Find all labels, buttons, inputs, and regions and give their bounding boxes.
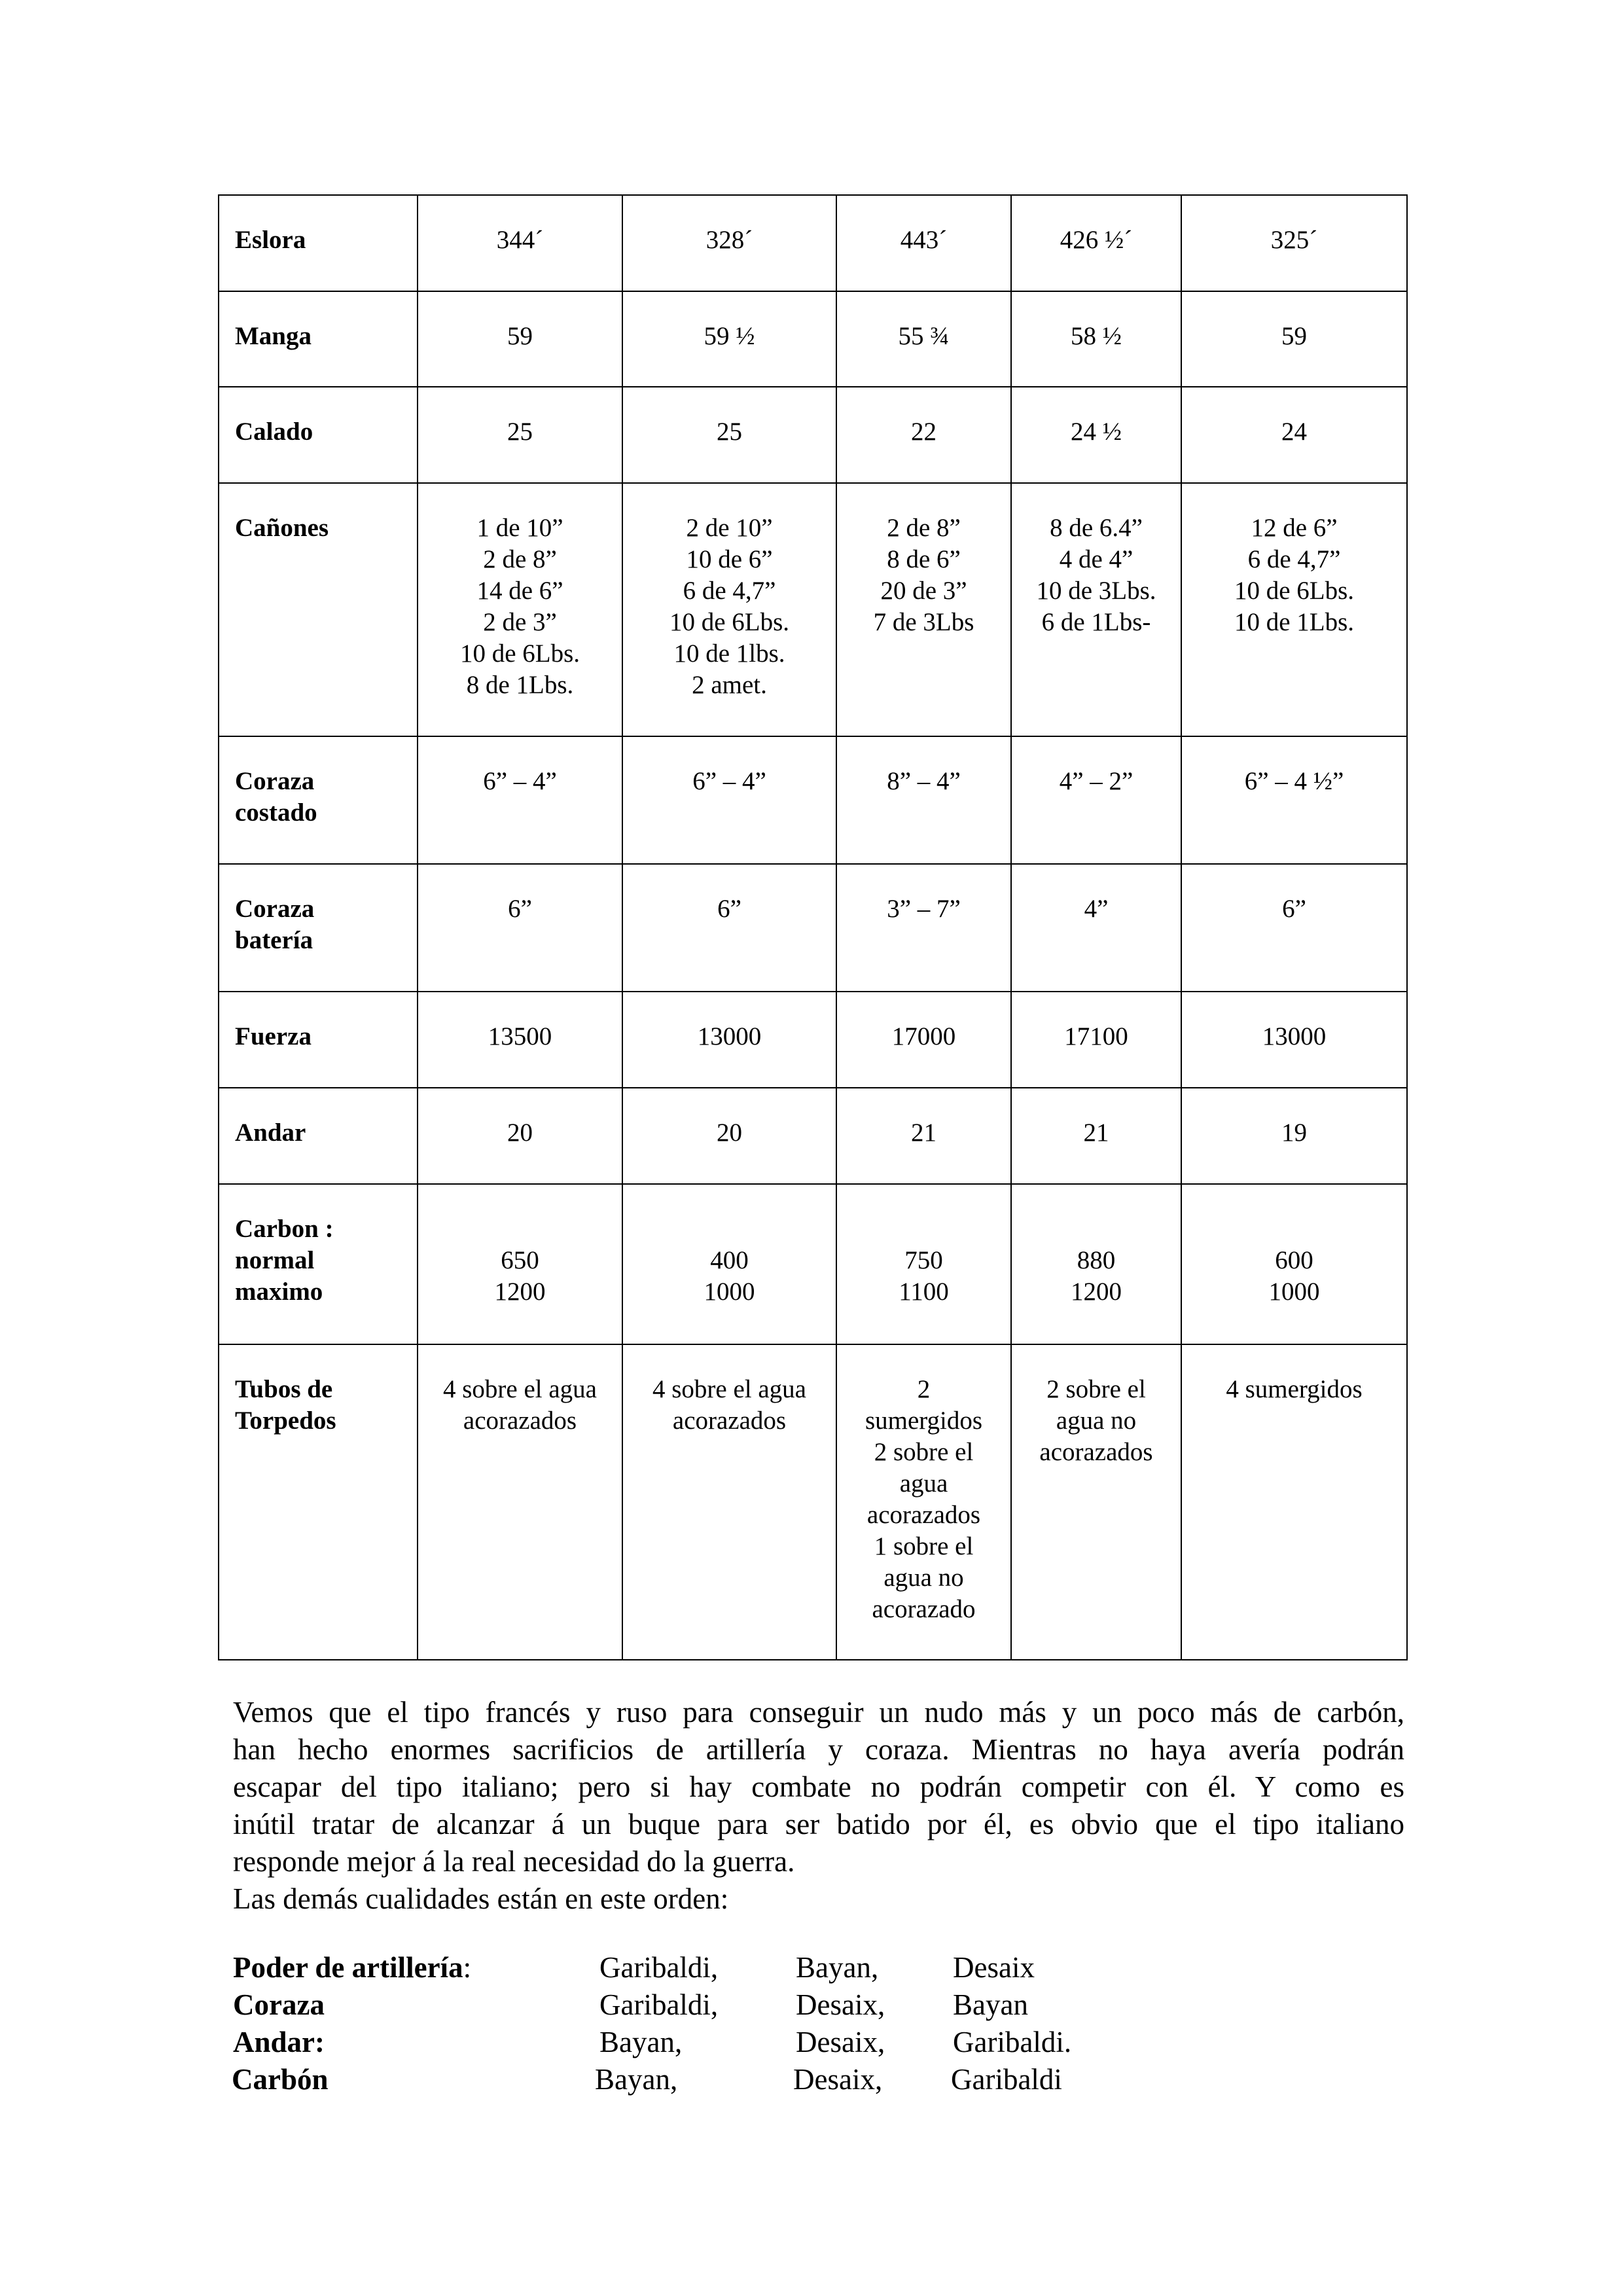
- cell-line: 4 sobre el agua: [652, 1375, 806, 1403]
- row-label: [219, 864, 418, 992]
- row-label: [219, 1344, 418, 1660]
- order-row: [233, 1949, 1411, 1986]
- table-cell: [622, 387, 836, 483]
- cell-line: 2: [917, 1375, 931, 1403]
- table-cell: [622, 736, 836, 864]
- cell-line: 59: [507, 322, 533, 350]
- order-value: Desaix,: [793, 2063, 883, 2096]
- table-cell: [836, 1088, 1011, 1184]
- table-cell: [1011, 736, 1181, 864]
- row-label-line: Calado: [235, 418, 313, 446]
- row-label-line: Carbon :: [235, 1215, 334, 1243]
- cell-line: 4 sobre el agua: [443, 1375, 597, 1403]
- cell-line: 10 de 6”: [686, 545, 773, 573]
- cell-line: 24 ½: [1071, 418, 1122, 446]
- cell-line: agua: [899, 1469, 948, 1498]
- cell-line: 2 sobre el: [874, 1438, 974, 1466]
- cell-line: 10 de 6Lbs.: [459, 639, 580, 668]
- order-label: Poder de artillería: [233, 1951, 463, 1984]
- order-row: [233, 1986, 1411, 2024]
- paragraph-line: responde mejor á la real necesidad do la guerra.: [233, 1845, 795, 1878]
- cell-line: 1 sobre el: [874, 1532, 974, 1560]
- row-label-line: Eslora: [235, 226, 306, 254]
- table-cell: [418, 992, 622, 1088]
- cell-line: 13000: [697, 1022, 762, 1050]
- cell-line: 650: [501, 1246, 539, 1274]
- row-label-line: Coraza: [235, 767, 315, 795]
- table-cell: [622, 483, 836, 736]
- table-cell: [622, 291, 836, 387]
- cell-line: 25: [717, 418, 742, 446]
- table-cell: [418, 387, 622, 483]
- cell-line: 21: [1083, 1119, 1109, 1147]
- table-row: [219, 387, 1407, 483]
- cell-line: 22: [911, 418, 936, 446]
- cell-line: 328´: [705, 226, 753, 254]
- table-cell: [1181, 387, 1407, 483]
- table-cell: [1181, 1184, 1407, 1344]
- order-label: Carbón: [232, 2063, 329, 2096]
- table-row: [219, 992, 1407, 1088]
- table-row: [219, 291, 1407, 387]
- cell-line: 20: [717, 1119, 742, 1147]
- cell-line: 13500: [488, 1022, 552, 1050]
- table-cell: [836, 195, 1011, 291]
- order-colon: :: [463, 1951, 472, 1984]
- order-value: Garibaldi,: [599, 1988, 719, 2021]
- order-label: Coraza: [233, 1988, 325, 2021]
- table-cell: [622, 1088, 836, 1184]
- row-label-line: Torpedos: [235, 1407, 336, 1435]
- cell-line: 10 de 1lbs.: [673, 639, 785, 668]
- order-value: Desaix,: [796, 2026, 885, 2058]
- cell-line: agua no: [1056, 1407, 1137, 1435]
- cell-line: 2 de 3”: [483, 608, 557, 636]
- order-value: Desaix: [953, 1951, 1035, 1984]
- table-cell: [836, 864, 1011, 992]
- cell-line: 10 de 1Lbs.: [1234, 608, 1355, 636]
- row-label: [219, 483, 418, 736]
- table-cell: [1011, 1184, 1181, 1344]
- table-cell: [418, 291, 622, 387]
- order-value: Desaix,: [796, 1988, 885, 2021]
- cell-line: 13000: [1262, 1022, 1327, 1050]
- cell-line: 8 de 1Lbs.: [466, 671, 574, 699]
- table-cell: [1181, 1088, 1407, 1184]
- cell-line: sumergidos: [865, 1407, 983, 1435]
- table-cell: [1011, 992, 1181, 1088]
- table-cell: [418, 1184, 622, 1344]
- table-cell: [622, 1184, 836, 1344]
- cell-line: 6”: [717, 895, 741, 923]
- cell-line: 2 de 8”: [887, 514, 961, 542]
- cell-line: 6” – 4”: [483, 767, 557, 795]
- table-cell: [836, 1184, 1011, 1344]
- cell-line: acorazado: [872, 1595, 976, 1623]
- qualities-order-list: [233, 1949, 1411, 2098]
- order-value: Garibaldi.: [953, 2026, 1072, 2058]
- cell-line: 25: [507, 418, 533, 446]
- cell-line: 17000: [891, 1022, 956, 1050]
- cell-line: 20: [507, 1119, 533, 1147]
- row-label: [219, 1088, 418, 1184]
- table-cell: [1011, 195, 1181, 291]
- table-cell: [1181, 992, 1407, 1088]
- table-cell: [1181, 1344, 1407, 1660]
- order-row: [233, 2024, 1411, 2061]
- cell-line: 4 sumergidos: [1226, 1375, 1363, 1403]
- cell-line: 750: [904, 1246, 943, 1274]
- cell-line: 6”: [508, 895, 532, 923]
- row-label-line: costado: [235, 798, 317, 827]
- cell-line: 12 de 6”: [1251, 514, 1338, 542]
- cell-line: 4” – 2”: [1059, 767, 1133, 795]
- cell-line: 24: [1281, 418, 1307, 446]
- table-cell: [418, 483, 622, 736]
- cell-line: 6” – 4”: [692, 767, 766, 795]
- cell-line: 59: [1281, 322, 1307, 350]
- cell-line: 325´: [1270, 226, 1318, 254]
- table-cell: [418, 1088, 622, 1184]
- table-row: [219, 483, 1407, 736]
- cell-line: 2 de 10”: [686, 514, 773, 542]
- cell-line: 10 de 6Lbs.: [669, 608, 790, 636]
- paragraph-line: Las demás cualidades están en este orden:: [233, 1882, 729, 1915]
- cell-line: 1200: [494, 1278, 546, 1306]
- cell-line: 4 de 4”: [1059, 545, 1133, 573]
- order-value: Bayan,: [599, 2026, 683, 2058]
- cell-line: 400: [710, 1246, 749, 1274]
- table-cell: [1011, 291, 1181, 387]
- cell-line: 426 ½´: [1060, 226, 1133, 254]
- cell-line: 19: [1281, 1119, 1307, 1147]
- table-cell: [1011, 483, 1181, 736]
- cell-line: 21: [911, 1119, 936, 1147]
- cell-line: acorazados: [1039, 1438, 1153, 1466]
- cell-line: 10 de 6Lbs.: [1234, 577, 1355, 605]
- table-cell: [1181, 736, 1407, 864]
- cell-line: acorazados: [463, 1407, 577, 1435]
- table-cell: [418, 864, 622, 992]
- cell-line: 8” – 4”: [887, 767, 961, 795]
- table-cell: [622, 195, 836, 291]
- cell-line: 6”: [1282, 895, 1306, 923]
- row-label: [219, 291, 418, 387]
- table-cell: [622, 1344, 836, 1660]
- table-row: [219, 1344, 1407, 1660]
- cell-line: acorazados: [866, 1501, 981, 1529]
- table-cell: [418, 1344, 622, 1660]
- table-cell: [1011, 864, 1181, 992]
- cell-line: 2 amet.: [692, 671, 767, 699]
- cell-line: 1100: [899, 1278, 949, 1306]
- table-cell: [836, 291, 1011, 387]
- table-cell: [1011, 1088, 1181, 1184]
- table-cell: [1011, 1344, 1181, 1660]
- row-label-line: Andar: [235, 1119, 306, 1147]
- table-cell: [836, 387, 1011, 483]
- row-label-line: maximo: [235, 1278, 323, 1306]
- cell-line: 14 de 6”: [476, 577, 563, 605]
- table-cell: [836, 483, 1011, 736]
- row-label: [219, 1184, 418, 1344]
- table-cell: [622, 864, 836, 992]
- row-label: [219, 992, 418, 1088]
- table-cell: [1181, 195, 1407, 291]
- row-label-line: Fuerza: [235, 1022, 312, 1050]
- order-value: Bayan,: [796, 1951, 879, 1984]
- cell-line: 3” – 7”: [887, 895, 961, 923]
- cell-line: 443´: [900, 226, 948, 254]
- cell-line: 8 de 6”: [887, 545, 961, 573]
- order-value: Bayan,: [595, 2063, 678, 2096]
- cell-line: 4”: [1084, 895, 1109, 923]
- cell-line: acorazados: [672, 1407, 787, 1435]
- cell-line: 1200: [1071, 1278, 1122, 1306]
- cell-line: agua no: [883, 1564, 964, 1592]
- table-cell: [1181, 291, 1407, 387]
- ship-specs-table: [218, 194, 1408, 1660]
- cell-line: 6” – 4 ½”: [1244, 767, 1344, 795]
- row-label-line: batería: [235, 926, 313, 954]
- row-label: [219, 195, 418, 291]
- table-cell: [836, 1344, 1011, 1660]
- order-value: Garibaldi,: [599, 1951, 719, 1984]
- table-row: [219, 1088, 1407, 1184]
- cell-line: 1000: [704, 1278, 755, 1306]
- order-row: [233, 2061, 1411, 2098]
- cell-line: 344´: [496, 226, 544, 254]
- paragraph-line: inútil tratar de alcanzar á un buque para ser batido por él, es obvio que el tipo italiano: [233, 1808, 1404, 1840]
- table-row: [219, 1184, 1407, 1344]
- cell-line: 2 de 8”: [483, 545, 557, 573]
- cell-line: 6 de 4,7”: [1247, 545, 1341, 573]
- cell-line: 10 de 3Lbs.: [1036, 577, 1156, 605]
- cell-line: 600: [1275, 1246, 1313, 1274]
- table-cell: [836, 992, 1011, 1088]
- paragraph-line: han hecho enormes sacrificios de artillería y coraza. Mientras no haya avería podrán: [233, 1733, 1404, 1766]
- table-cell: [622, 992, 836, 1088]
- table-cell: [1181, 483, 1407, 736]
- cell-line: 7 de 3Lbs: [873, 608, 974, 636]
- table-cell: [836, 736, 1011, 864]
- paragraph-line: Vemos que el tipo francés y ruso para conseguir un nudo más y un poco más de carbón,: [233, 1696, 1404, 1729]
- table-cell: [1011, 387, 1181, 483]
- order-value: Bayan: [953, 1988, 1028, 2021]
- order-value: Garibaldi: [951, 2063, 1062, 2096]
- table-cell: [418, 736, 622, 864]
- row-label-line: Tubos de: [235, 1375, 333, 1403]
- cell-line: 58 ½: [1071, 322, 1122, 350]
- table-row: [219, 736, 1407, 864]
- order-label: Andar:: [233, 2026, 325, 2058]
- cell-line: 20 de 3”: [880, 577, 967, 605]
- cell-line: 2 sobre el: [1046, 1375, 1146, 1403]
- cell-line: 55 ¾: [898, 322, 950, 350]
- row-label-line: normal: [235, 1246, 315, 1274]
- row-label-line: Manga: [235, 322, 312, 350]
- row-label: [219, 387, 418, 483]
- table-row: [219, 195, 1407, 291]
- row-label-line: Cañones: [235, 514, 329, 542]
- table-cell: [1181, 864, 1407, 992]
- cell-line: 6 de 4,7”: [683, 577, 776, 605]
- cell-line: 1000: [1268, 1278, 1320, 1306]
- cell-line: 6 de 1Lbs-: [1041, 608, 1151, 636]
- cell-line: 8 de 6.4”: [1050, 514, 1143, 542]
- row-label: [219, 736, 418, 864]
- paragraph-line: escapar del tipo italiano; pero si hay combate no podrán competir con él. Y como es: [233, 1770, 1404, 1803]
- cell-line: 17100: [1064, 1022, 1128, 1050]
- table-cell: [418, 195, 622, 291]
- cell-line: 880: [1077, 1246, 1116, 1274]
- commentary-paragraph: [233, 1694, 1404, 1918]
- cell-line: 1 de 10”: [476, 514, 563, 542]
- table-row: [219, 864, 1407, 992]
- cell-line: 59 ½: [704, 322, 755, 350]
- row-label-line: Coraza: [235, 895, 315, 923]
